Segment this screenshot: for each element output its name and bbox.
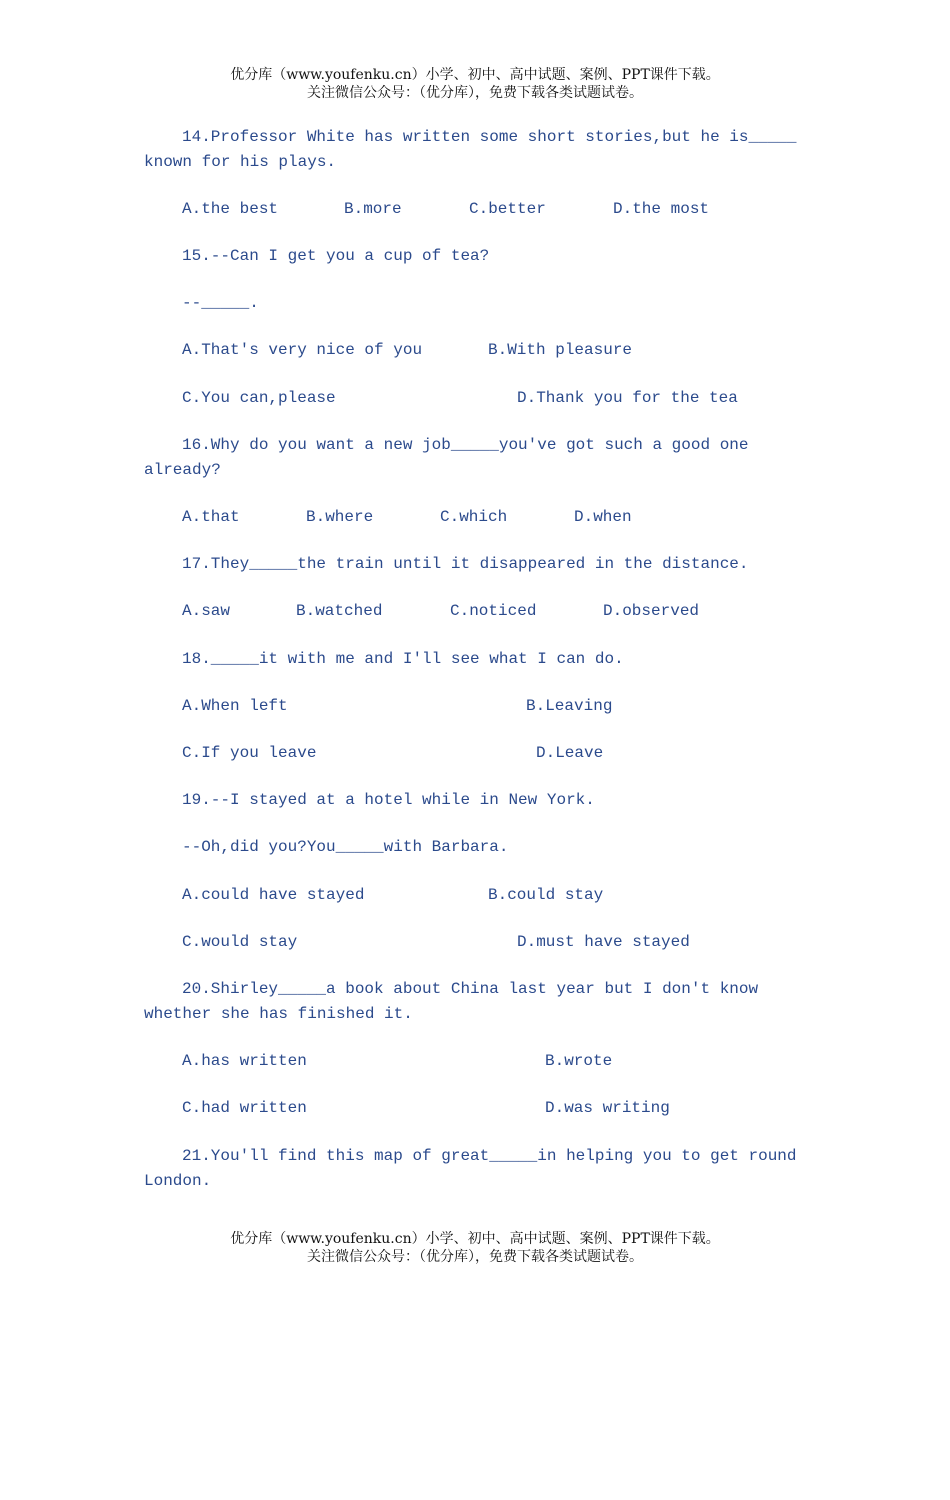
question-20-option-c: C.had written — [182, 1099, 307, 1117]
question-14-stem-line-2: known for his plays. — [144, 153, 337, 171]
question-16-option-a: A.that — [182, 508, 240, 526]
question-15-reply: --_____. — [182, 294, 259, 312]
question-15-stem: 15.--Can I get you a cup of tea? — [182, 247, 490, 265]
question-20-stem-line-1: 20.Shirley_____a book about China last year but I don't know — [182, 980, 759, 998]
question-14-option-d: D.the most — [613, 200, 710, 218]
question-16-option-c: C.which — [440, 508, 508, 526]
question-16-option-d: D.when — [574, 508, 632, 526]
question-18-option-c: C.If you leave — [182, 744, 317, 762]
question-14-stem-line-1: 14.Professor White has written some short stories,but he is_____ — [182, 128, 797, 146]
question-16-option-b: B.where — [306, 508, 374, 526]
question-17-option-c: C.noticed — [450, 602, 537, 620]
question-17-option-d: D.observed — [603, 602, 700, 620]
footer-line-1: 优分库（www.youfenku.cn）小学、初中、高中试题、案例、PPT课件下载。 — [230, 1231, 720, 1247]
question-15-option-d: D.Thank you for the tea — [517, 389, 738, 407]
question-14-option-a: A.the best — [182, 200, 279, 218]
question-15-option-c: C.You can,please — [182, 389, 336, 407]
page-footer — [0, 1230, 950, 1266]
question-20-option-d: D.was writing — [545, 1099, 670, 1117]
question-19-option-d: D.must have stayed — [517, 933, 690, 951]
question-18-option-d: D.Leave — [536, 744, 604, 762]
question-17-option-b: B.watched — [296, 602, 383, 620]
question-19-option-b: B.could stay — [488, 886, 604, 904]
question-16-stem-line-2: already? — [144, 461, 221, 479]
question-18-stem: 18._____it with me and I'll see what I can do. — [182, 650, 624, 668]
question-19-stem: 19.--I stayed at a hotel while in New York. — [182, 791, 595, 809]
question-17-stem: 17.They_____the train until it disappeared in the distance. — [182, 555, 749, 573]
header-line-2: 关注微信公众号：（优分库），免费下载各类试题试卷。 — [307, 85, 643, 101]
question-list — [144, 0, 804, 1344]
question-20-option-a: A.has written — [182, 1052, 307, 1070]
question-19-reply: --Oh,did you?You_____with Barbara. — [182, 838, 509, 856]
question-21-stem-line-2: London. — [144, 1172, 212, 1190]
question-15-option-b: B.With pleasure — [488, 341, 633, 359]
question-19-option-c: C.would stay — [182, 933, 298, 951]
header-line-1: 优分库（www.youfenku.cn）小学、初中、高中试题、案例、PPT课件下载。 — [230, 67, 720, 83]
question-15-option-a: A.That's very nice of you — [182, 341, 423, 359]
question-21-stem-line-1: 21.You'll find this map of great_____in helping you to get round — [182, 1147, 797, 1165]
question-20-option-b: B.wrote — [545, 1052, 613, 1070]
question-20-stem-line-2: whether she has finished it. — [144, 1005, 413, 1023]
question-14-option-b: B.more — [344, 200, 402, 218]
question-18-option-b: B.Leaving — [526, 697, 613, 715]
question-14-option-c: C.better — [469, 200, 546, 218]
question-16-stem-line-1: 16.Why do you want a new job_____you've got such a good one — [182, 436, 749, 454]
footer-line-2: 关注微信公众号：（优分库），免费下载各类试题试卷。 — [307, 1249, 643, 1265]
question-18-option-a: A.When left — [182, 697, 288, 715]
question-17-option-a: A.saw — [182, 602, 231, 620]
question-19-option-a: A.could have stayed — [182, 886, 365, 904]
